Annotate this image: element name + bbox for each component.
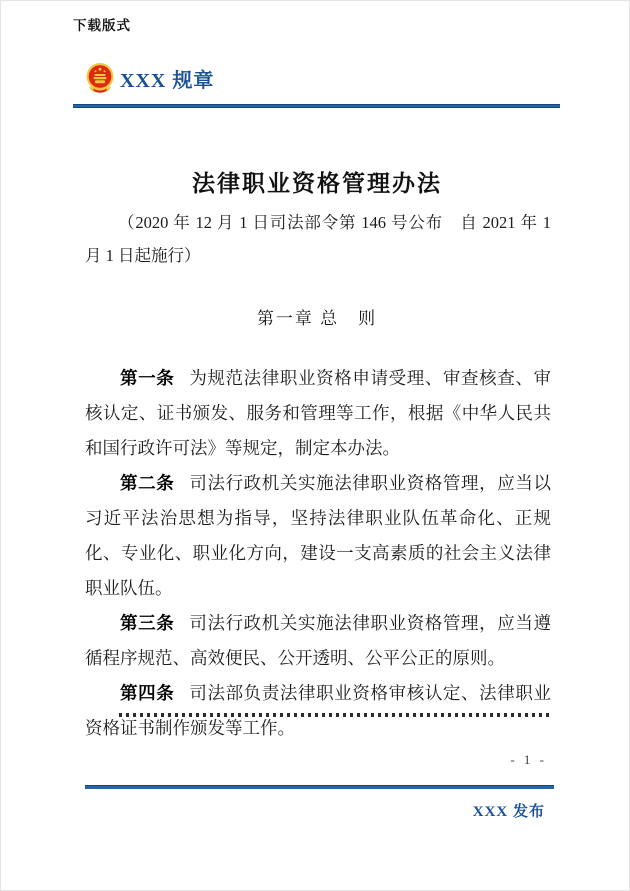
org-label: XXX 规章 xyxy=(120,70,215,92)
header-divider xyxy=(73,104,560,108)
page-header xyxy=(85,62,214,95)
footer-divider xyxy=(85,785,554,789)
chapter-heading: 第一章 总 则 xyxy=(256,309,378,328)
article-label: 第三条 xyxy=(120,613,175,633)
dotted-separator xyxy=(119,713,549,717)
download-format-link[interactable]: 下载版式 xyxy=(73,18,131,33)
article-text: 为规范法律职业资格申请受理、审查核查、审核认定、证书颁发、服务和管理等工作，根据《中华人民共和国行政许可法》等规定，制定本办法。 xyxy=(85,368,552,458)
article-paragraph xyxy=(85,606,551,676)
article-paragraph xyxy=(85,466,551,606)
article-text: 司法行政机关实施法律职业资格管理，应当以习近平法治思想为指导，坚持法律职业队伍革命化、正规化、专业化、职业化方向，建设一支高素质的社会主义法律职业队伍。 xyxy=(85,473,552,598)
publisher-label: XXX 发布 xyxy=(472,804,545,820)
article-text: 司法行政机关实施法律职业资格管理，应当遵循程序规范、高效便民、公开透明、公平公正的原则。 xyxy=(85,613,552,668)
article-label: 第四条 xyxy=(120,683,175,703)
national-emblem-icon xyxy=(85,62,115,95)
document-title: 法律职业资格管理办法 xyxy=(192,171,442,196)
article-text: 司法部负责法律职业资格审核认定、法律职业资格证书制作颁发等工作。 xyxy=(85,683,552,738)
document-subtitle: （2020 年 12 月 1 日司法部令第 146 号公布 自 2021 年 1 月 1 日起施行） xyxy=(85,213,551,265)
document-body xyxy=(85,361,551,746)
article-paragraph xyxy=(85,361,551,466)
page-number: - 1 - xyxy=(510,752,547,767)
article-paragraph xyxy=(85,676,551,746)
article-label: 第一条 xyxy=(120,368,175,388)
article-label: 第二条 xyxy=(120,473,175,493)
